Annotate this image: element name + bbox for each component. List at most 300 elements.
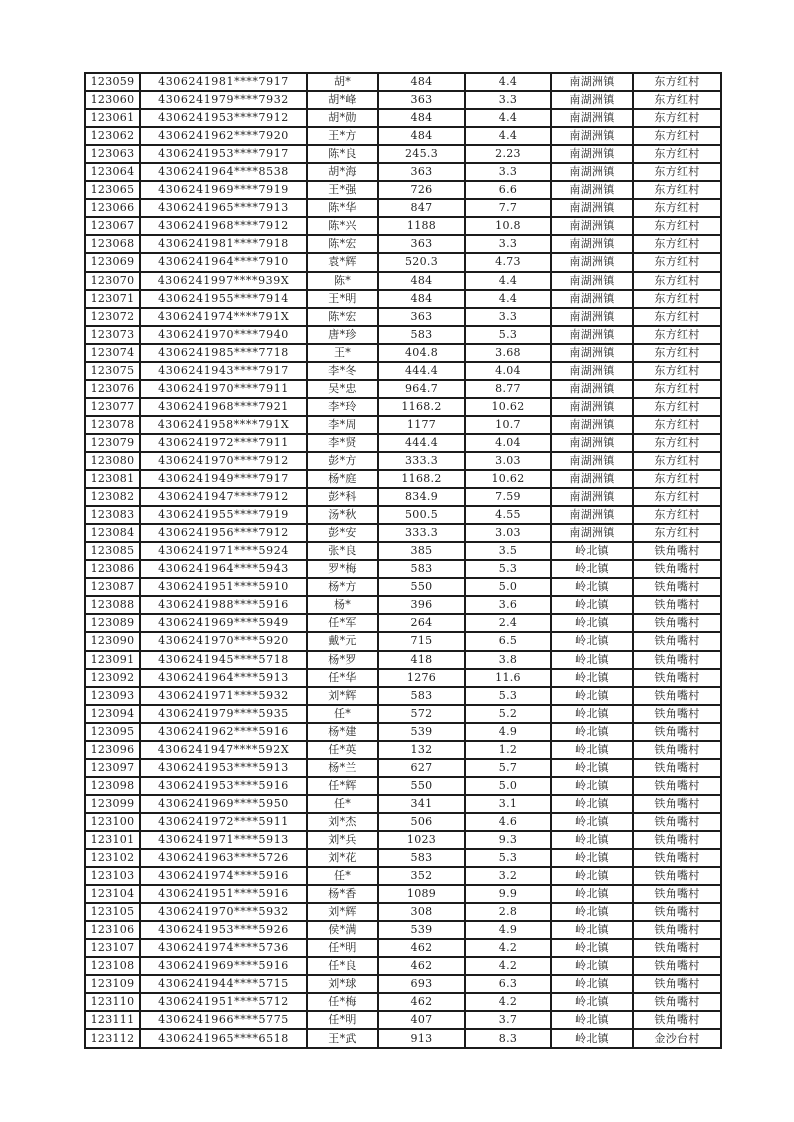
cell-serial: 123071	[85, 290, 140, 308]
cell-town: 南湖洲镇	[551, 506, 633, 524]
cell-masked-id: 4306241970****7940	[140, 326, 307, 344]
cell-name: 袁*辉	[307, 253, 378, 271]
cell-village: 铁角嘴村	[633, 687, 721, 705]
cell-value-a: 520.3	[378, 253, 465, 271]
cell-name: 刘*辉	[307, 903, 378, 921]
cell-value-a: 715	[378, 632, 465, 650]
cell-name: 胡*勋	[307, 109, 378, 127]
cell-town: 南湖洲镇	[551, 488, 633, 506]
cell-value-b: 3.03	[465, 524, 551, 542]
cell-value-b: 8.3	[465, 1029, 551, 1047]
cell-masked-id: 4306241955****7919	[140, 506, 307, 524]
cell-town: 南湖洲镇	[551, 109, 633, 127]
cell-village: 东方红村	[633, 524, 721, 542]
cell-village: 东方红村	[633, 109, 721, 127]
cell-town: 南湖洲镇	[551, 380, 633, 398]
cell-masked-id: 4306241981****7917	[140, 73, 307, 91]
cell-serial: 123110	[85, 993, 140, 1011]
cell-name: 任*良	[307, 957, 378, 975]
table-row	[85, 73, 721, 91]
cell-masked-id: 4306241951****5712	[140, 993, 307, 1011]
cell-town: 南湖洲镇	[551, 290, 633, 308]
cell-name: 李*冬	[307, 362, 378, 380]
cell-serial: 123100	[85, 813, 140, 831]
cell-name: 杨*庭	[307, 470, 378, 488]
cell-serial: 123064	[85, 163, 140, 181]
cell-name: 唐*珍	[307, 326, 378, 344]
table-row	[85, 669, 721, 687]
cell-town: 岭北镇	[551, 993, 633, 1011]
cell-town: 南湖洲镇	[551, 524, 633, 542]
cell-serial: 123067	[85, 217, 140, 235]
cell-value-b: 4.9	[465, 921, 551, 939]
cell-village: 东方红村	[633, 253, 721, 271]
cell-name: 李*周	[307, 416, 378, 434]
cell-masked-id: 4306241943****7917	[140, 362, 307, 380]
table-row	[85, 91, 721, 109]
table-row	[85, 687, 721, 705]
cell-serial: 123106	[85, 921, 140, 939]
table-row	[85, 434, 721, 452]
cell-value-a: 1188	[378, 217, 465, 235]
cell-village: 铁角嘴村	[633, 560, 721, 578]
cell-masked-id: 4306241962****7920	[140, 127, 307, 145]
cell-value-b: 5.0	[465, 777, 551, 795]
cell-masked-id: 4306241956****7912	[140, 524, 307, 542]
cell-value-b: 3.03	[465, 452, 551, 470]
cell-value-b: 5.0	[465, 578, 551, 596]
records-table-body	[85, 73, 721, 1048]
cell-village: 铁角嘴村	[633, 578, 721, 596]
cell-name: 任*英	[307, 741, 378, 759]
table-row	[85, 506, 721, 524]
cell-masked-id: 4306241953****5926	[140, 921, 307, 939]
cell-value-a: 407	[378, 1011, 465, 1029]
cell-village: 东方红村	[633, 398, 721, 416]
cell-name: 李*玲	[307, 398, 378, 416]
cell-value-b: 9.3	[465, 831, 551, 849]
cell-value-b: 3.3	[465, 308, 551, 326]
cell-name: 陈*兴	[307, 217, 378, 235]
cell-serial: 123104	[85, 885, 140, 903]
cell-serial: 123095	[85, 723, 140, 741]
cell-name: 王*明	[307, 290, 378, 308]
cell-village: 铁角嘴村	[633, 903, 721, 921]
cell-value-b: 4.6	[465, 813, 551, 831]
cell-value-b: 4.4	[465, 290, 551, 308]
cell-masked-id: 4306241972****7911	[140, 434, 307, 452]
cell-village: 铁角嘴村	[633, 651, 721, 669]
cell-serial: 123107	[85, 939, 140, 957]
cell-value-b: 4.4	[465, 109, 551, 127]
cell-value-a: 572	[378, 705, 465, 723]
cell-value-a: 245.3	[378, 145, 465, 163]
cell-value-b: 10.7	[465, 416, 551, 434]
cell-serial: 123091	[85, 651, 140, 669]
cell-masked-id: 4306241974****5736	[140, 939, 307, 957]
cell-serial: 123061	[85, 109, 140, 127]
cell-value-b: 4.2	[465, 957, 551, 975]
cell-name: 杨*兰	[307, 759, 378, 777]
cell-masked-id: 4306241964****5943	[140, 560, 307, 578]
cell-town: 南湖洲镇	[551, 308, 633, 326]
cell-name: 陈*良	[307, 145, 378, 163]
cell-value-b: 10.8	[465, 217, 551, 235]
table-row	[85, 614, 721, 632]
table-row	[85, 452, 721, 470]
cell-masked-id: 4306241953****5913	[140, 759, 307, 777]
cell-town: 岭北镇	[551, 777, 633, 795]
cell-value-b: 3.7	[465, 1011, 551, 1029]
table-row	[85, 542, 721, 560]
cell-masked-id: 4306241965****7913	[140, 199, 307, 217]
cell-masked-id: 4306241968****7912	[140, 217, 307, 235]
cell-value-b: 3.6	[465, 596, 551, 614]
cell-name: 杨*罗	[307, 651, 378, 669]
cell-town: 岭北镇	[551, 723, 633, 741]
cell-name: 胡*	[307, 73, 378, 91]
cell-village: 铁角嘴村	[633, 669, 721, 687]
cell-town: 南湖洲镇	[551, 181, 633, 199]
cell-value-a: 484	[378, 272, 465, 290]
cell-serial: 123080	[85, 452, 140, 470]
cell-value-b: 2.23	[465, 145, 551, 163]
cell-value-a: 444.4	[378, 362, 465, 380]
cell-village: 东方红村	[633, 145, 721, 163]
cell-serial: 123059	[85, 73, 140, 91]
cell-name: 任*	[307, 867, 378, 885]
cell-village: 铁角嘴村	[633, 849, 721, 867]
cell-town: 岭北镇	[551, 831, 633, 849]
cell-town: 岭北镇	[551, 687, 633, 705]
cell-name: 王*方	[307, 127, 378, 145]
cell-value-b: 6.5	[465, 632, 551, 650]
table-row	[85, 849, 721, 867]
cell-town: 南湖洲镇	[551, 235, 633, 253]
cell-value-a: 583	[378, 687, 465, 705]
cell-masked-id: 4306241969****5949	[140, 614, 307, 632]
cell-masked-id: 4306241966****5775	[140, 1011, 307, 1029]
table-row	[85, 290, 721, 308]
cell-masked-id: 4306241945****5718	[140, 651, 307, 669]
cell-masked-id: 4306241971****5924	[140, 542, 307, 560]
cell-village: 东方红村	[633, 452, 721, 470]
cell-town: 南湖洲镇	[551, 344, 633, 362]
cell-serial: 123085	[85, 542, 140, 560]
cell-value-a: 385	[378, 542, 465, 560]
cell-value-a: 1168.2	[378, 470, 465, 488]
cell-masked-id: 4306241969****5916	[140, 957, 307, 975]
cell-village: 东方红村	[633, 181, 721, 199]
table-row	[85, 217, 721, 235]
cell-serial: 123079	[85, 434, 140, 452]
cell-value-a: 363	[378, 308, 465, 326]
cell-value-a: 484	[378, 109, 465, 127]
cell-village: 东方红村	[633, 362, 721, 380]
cell-name: 彭*科	[307, 488, 378, 506]
cell-value-a: 418	[378, 651, 465, 669]
cell-serial: 123076	[85, 380, 140, 398]
cell-serial: 123098	[85, 777, 140, 795]
cell-town: 岭北镇	[551, 957, 633, 975]
cell-serial: 123082	[85, 488, 140, 506]
cell-value-a: 913	[378, 1029, 465, 1047]
cell-serial: 123101	[85, 831, 140, 849]
cell-value-b: 3.8	[465, 651, 551, 669]
cell-town: 岭北镇	[551, 705, 633, 723]
cell-village: 东方红村	[633, 199, 721, 217]
cell-serial: 123112	[85, 1029, 140, 1047]
cell-name: 任*	[307, 795, 378, 813]
cell-value-a: 308	[378, 903, 465, 921]
table-row	[85, 145, 721, 163]
table-row	[85, 741, 721, 759]
cell-value-b: 4.55	[465, 506, 551, 524]
cell-serial: 123097	[85, 759, 140, 777]
cell-value-a: 1023	[378, 831, 465, 849]
cell-serial: 123077	[85, 398, 140, 416]
cell-name: 吴*忠	[307, 380, 378, 398]
cell-village: 铁角嘴村	[633, 542, 721, 560]
cell-value-a: 132	[378, 741, 465, 759]
cell-town: 岭北镇	[551, 596, 633, 614]
table-row	[85, 326, 721, 344]
cell-town: 岭北镇	[551, 1029, 633, 1047]
table-row	[85, 127, 721, 145]
cell-value-a: 462	[378, 993, 465, 1011]
table-row	[85, 344, 721, 362]
cell-serial: 123096	[85, 741, 140, 759]
cell-town: 岭北镇	[551, 614, 633, 632]
table-row	[85, 470, 721, 488]
cell-town: 岭北镇	[551, 1011, 633, 1029]
cell-value-a: 539	[378, 723, 465, 741]
cell-value-a: 506	[378, 813, 465, 831]
cell-village: 东方红村	[633, 127, 721, 145]
cell-name: 胡*海	[307, 163, 378, 181]
table-row	[85, 795, 721, 813]
table-row	[85, 398, 721, 416]
table-row	[85, 867, 721, 885]
cell-value-b: 5.2	[465, 705, 551, 723]
cell-serial: 123060	[85, 91, 140, 109]
cell-town: 岭北镇	[551, 939, 633, 957]
cell-village: 东方红村	[633, 308, 721, 326]
cell-value-b: 4.4	[465, 127, 551, 145]
table-row	[85, 651, 721, 669]
cell-town: 南湖洲镇	[551, 163, 633, 181]
cell-name: 任*明	[307, 1011, 378, 1029]
cell-value-b: 3.3	[465, 235, 551, 253]
cell-masked-id: 4306241985****7718	[140, 344, 307, 362]
cell-serial: 123087	[85, 578, 140, 596]
cell-village: 铁角嘴村	[633, 614, 721, 632]
table-row	[85, 939, 721, 957]
cell-value-b: 10.62	[465, 470, 551, 488]
cell-value-a: 583	[378, 326, 465, 344]
table-row	[85, 109, 721, 127]
table-row	[85, 524, 721, 542]
cell-town: 岭北镇	[551, 921, 633, 939]
cell-serial: 123099	[85, 795, 140, 813]
cell-value-b: 5.3	[465, 326, 551, 344]
table-row	[85, 921, 721, 939]
cell-masked-id: 4306241988****5916	[140, 596, 307, 614]
cell-value-a: 693	[378, 975, 465, 993]
table-row	[85, 975, 721, 993]
cell-town: 南湖洲镇	[551, 127, 633, 145]
cell-village: 铁角嘴村	[633, 705, 721, 723]
table-row	[85, 596, 721, 614]
cell-village: 铁角嘴村	[633, 813, 721, 831]
cell-masked-id: 4306241962****5916	[140, 723, 307, 741]
cell-serial: 123073	[85, 326, 140, 344]
cell-value-a: 333.3	[378, 452, 465, 470]
cell-town: 岭北镇	[551, 651, 633, 669]
cell-value-a: 550	[378, 777, 465, 795]
cell-value-a: 627	[378, 759, 465, 777]
cell-town: 南湖洲镇	[551, 73, 633, 91]
cell-masked-id: 4306241970****7912	[140, 452, 307, 470]
cell-value-b: 3.3	[465, 163, 551, 181]
cell-serial: 123063	[85, 145, 140, 163]
cell-masked-id: 4306241974****5916	[140, 867, 307, 885]
table-row	[85, 723, 721, 741]
cell-value-b: 8.77	[465, 380, 551, 398]
cell-name: 任*辉	[307, 777, 378, 795]
table-row	[85, 831, 721, 849]
cell-value-a: 1177	[378, 416, 465, 434]
cell-value-b: 10.62	[465, 398, 551, 416]
cell-serial: 123074	[85, 344, 140, 362]
cell-value-a: 363	[378, 235, 465, 253]
cell-village: 铁角嘴村	[633, 759, 721, 777]
cell-masked-id: 4306241971****5913	[140, 831, 307, 849]
cell-name: 李*贤	[307, 434, 378, 452]
cell-masked-id: 4306241997****939X	[140, 272, 307, 290]
cell-value-a: 1168.2	[378, 398, 465, 416]
cell-value-b: 4.04	[465, 434, 551, 452]
cell-masked-id: 4306241963****5726	[140, 849, 307, 867]
cell-name: 杨*方	[307, 578, 378, 596]
cell-value-b: 7.59	[465, 488, 551, 506]
table-row	[85, 272, 721, 290]
cell-village: 东方红村	[633, 272, 721, 290]
table-row	[85, 488, 721, 506]
cell-value-b: 4.04	[465, 362, 551, 380]
cell-name: 刘*兵	[307, 831, 378, 849]
cell-name: 彭*安	[307, 524, 378, 542]
cell-masked-id: 4306241949****7917	[140, 470, 307, 488]
cell-name: 陈*宏	[307, 308, 378, 326]
cell-serial: 123062	[85, 127, 140, 145]
table-row	[85, 235, 721, 253]
cell-masked-id: 4306241955****7914	[140, 290, 307, 308]
table-row	[85, 163, 721, 181]
cell-name: 陈*华	[307, 199, 378, 217]
cell-value-b: 4.2	[465, 939, 551, 957]
cell-town: 岭北镇	[551, 903, 633, 921]
cell-town: 南湖洲镇	[551, 217, 633, 235]
cell-town: 南湖洲镇	[551, 362, 633, 380]
cell-town: 南湖洲镇	[551, 452, 633, 470]
cell-town: 岭北镇	[551, 741, 633, 759]
cell-village: 东方红村	[633, 416, 721, 434]
cell-village: 铁角嘴村	[633, 777, 721, 795]
table-row	[85, 813, 721, 831]
cell-serial: 123066	[85, 199, 140, 217]
cell-value-b: 11.6	[465, 669, 551, 687]
cell-name: 任*华	[307, 669, 378, 687]
cell-value-b: 5.3	[465, 560, 551, 578]
cell-name: 刘*花	[307, 849, 378, 867]
cell-town: 岭北镇	[551, 813, 633, 831]
table-row	[85, 705, 721, 723]
cell-name: 杨*	[307, 596, 378, 614]
cell-value-a: 539	[378, 921, 465, 939]
cell-town: 岭北镇	[551, 885, 633, 903]
cell-village: 铁角嘴村	[633, 741, 721, 759]
table-row	[85, 903, 721, 921]
table-row	[85, 885, 721, 903]
table-row	[85, 957, 721, 975]
cell-value-a: 333.3	[378, 524, 465, 542]
cell-value-b: 3.1	[465, 795, 551, 813]
cell-value-b: 2.4	[465, 614, 551, 632]
cell-value-b: 5.3	[465, 687, 551, 705]
cell-village: 铁角嘴村	[633, 885, 721, 903]
table-row	[85, 993, 721, 1011]
cell-value-a: 583	[378, 560, 465, 578]
cell-name: 陈*	[307, 272, 378, 290]
cell-serial: 123086	[85, 560, 140, 578]
cell-masked-id: 4306241970****5920	[140, 632, 307, 650]
table-row	[85, 777, 721, 795]
cell-name: 杨*建	[307, 723, 378, 741]
cell-masked-id: 4306241969****7919	[140, 181, 307, 199]
cell-masked-id: 4306241947****7912	[140, 488, 307, 506]
cell-masked-id: 4306241953****7917	[140, 145, 307, 163]
cell-masked-id: 4306241972****5911	[140, 813, 307, 831]
cell-masked-id: 4306241951****5910	[140, 578, 307, 596]
cell-serial: 123105	[85, 903, 140, 921]
cell-village: 东方红村	[633, 91, 721, 109]
cell-value-b: 4.4	[465, 73, 551, 91]
cell-town: 南湖洲镇	[551, 91, 633, 109]
cell-town: 岭北镇	[551, 975, 633, 993]
cell-value-b: 3.68	[465, 344, 551, 362]
cell-name: 王*强	[307, 181, 378, 199]
cell-serial: 123089	[85, 614, 140, 632]
cell-village: 东方红村	[633, 73, 721, 91]
cell-value-b: 5.7	[465, 759, 551, 777]
cell-town: 岭北镇	[551, 578, 633, 596]
cell-name: 陈*宏	[307, 235, 378, 253]
cell-value-b: 5.3	[465, 849, 551, 867]
cell-masked-id: 4306241964****8538	[140, 163, 307, 181]
cell-town: 南湖洲镇	[551, 272, 633, 290]
cell-value-a: 1089	[378, 885, 465, 903]
cell-value-a: 396	[378, 596, 465, 614]
cell-village: 东方红村	[633, 290, 721, 308]
cell-town: 岭北镇	[551, 632, 633, 650]
cell-town: 南湖洲镇	[551, 416, 633, 434]
cell-village: 东方红村	[633, 344, 721, 362]
cell-name: 戴*元	[307, 632, 378, 650]
cell-village: 东方红村	[633, 434, 721, 452]
cell-serial: 123083	[85, 506, 140, 524]
cell-masked-id: 4306241979****5935	[140, 705, 307, 723]
